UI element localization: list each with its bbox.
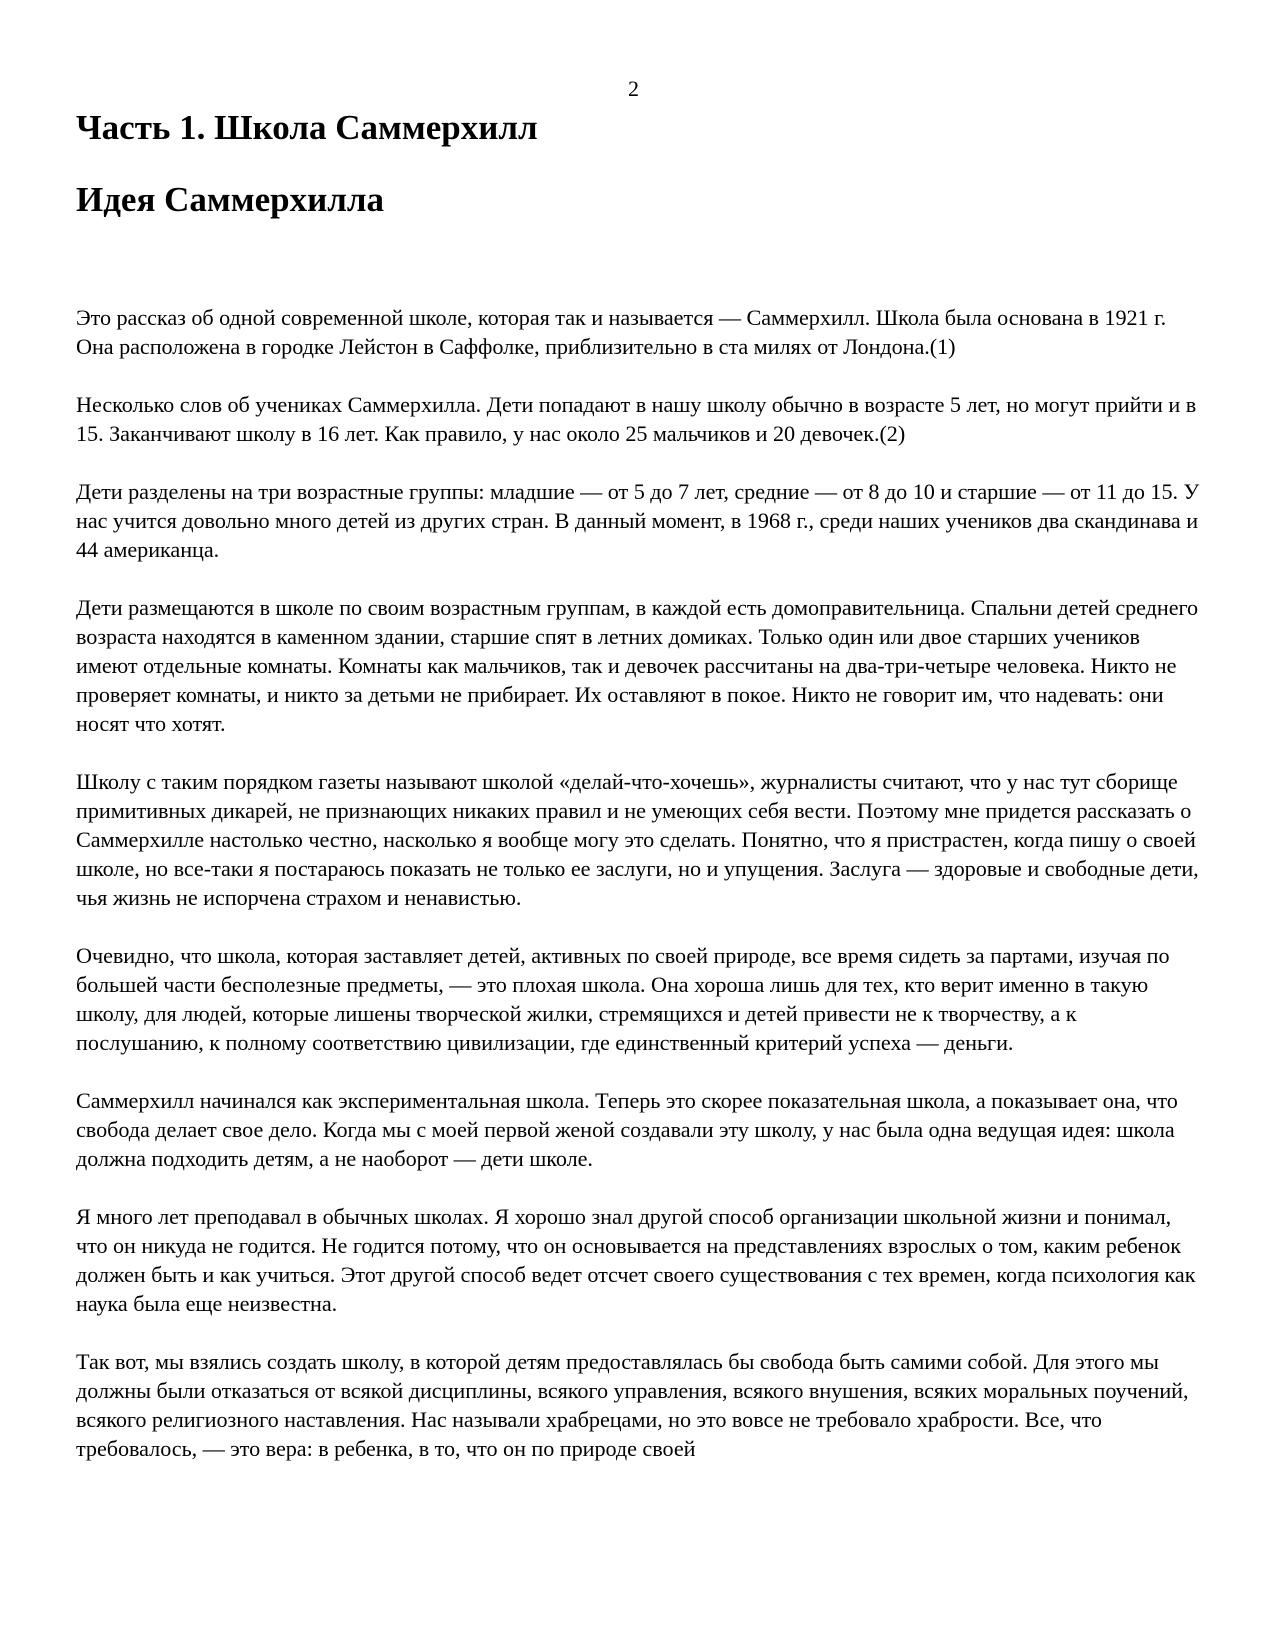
paragraph-2: Несколько слов об учениках Саммерхилла. Дети попадают в нашу школу обычно в возрасте 5 лет, но могут прийти и в 15. Заканчивают школу в 16 лет. Как правило, у нас около 25 мальчиков и 20 девочек.(2) [76, 392, 1197, 446]
paragraph-4: Дети размещаются в школе по своим возрастным группам, в каждой есть домоправительница. Спальни детей среднего возраста находятся в каменном здании, старшие спят в летних домиках. Только один или двое старших учеников имеют отдельные комнаты. Комнаты как мальчиков, так и девочек рассчитаны на два-три-четыре человека. Никто не проверяет комнаты, и никто за детьми не прибирает. Их оставляют в покое. Никто не говорит им, что надевать: они носят что хотят. [76, 595, 1199, 736]
body-text [76, 303, 1201, 1492]
paragraph-1: Это рассказ об одной современной школе, которая так и называется — Саммерхилл. Школа была основана в 1921 г. Она расположена в городке Лейстон в Саффолке, приблизительно в ста милях от Лондона.(1) [76, 305, 1167, 359]
page-number: 2 [628, 76, 639, 101]
paragraph-6: Очевидно, что школа, которая заставляет детей, активных по своей природе, все время сидеть за партами, изучая по большей части бесполезные предметы, — это плохая школа. Она хороша лишь для тех, кто верит именно в такую школу, для людей, которые лишены творческой жилки, стремящихся и детей привести не к творчеству, а к послушанию, к полному соответствию цивилизации, где единственный критерий успеха — деньги. [76, 943, 1170, 1055]
part-heading: Часть 1. Школа Саммерхилл [76, 108, 538, 147]
paragraph-7: Саммерхилл начинался как экспериментальная школа. Теперь это скорее показательная школа, а показывает она, что свобода делает свое дело. Когда мы с моей первой женой создавали эту школу, у нас была одна ведущая идея: школа должна подходить детям, а не наоборот — дети школе. [76, 1088, 1178, 1171]
paragraph-9: Так вот, мы взялись создать школу, в которой детям предоставлялась бы свобода быть самими собой. Для этого мы должны были отказаться от всякой дисциплины, всякого управления, всякого внушения, всяких моральных поучений, всякого религиозного наставления. Нас называли храбрецами, но это вовсе не требовало храбрости. Все, что требовалось, — это вера: в ребенка, в то, что он по природе своей [76, 1349, 1189, 1461]
paragraph-8: Я много лет преподавал в обычных школах. Я хорошо знал другой способ организации школьной жизни и понимал, что он никуда не годится. Не годится потому, что он основывается на представлениях взрослых о том, каким ребенок должен быть и как учиться. Этот другой способ ведет отсчет своего существования с тех времен, когда психология как наука была еще неизвестна. [76, 1204, 1196, 1316]
paragraph-3: Дети разделены на три возрастные группы: младшие — от 5 до 7 лет, средние — от 8 до 10 и старшие — от 11 до 15. У нас учится довольно много детей из других стран. В данный момент, в 1968 г., среди наших учеников два скандинава и 44 американца. [76, 479, 1200, 562]
section-heading: Идея Саммерхилла [76, 180, 385, 219]
paragraph-5: Школу с таким порядком газеты называют школой «делай-что-хочешь», журналисты считают, что у нас тут сборище примитивных дикарей, не признающих никаких правил и не умеющих себя вести. Поэтому мне придется рассказать о Саммерхилле настолько честно, насколько я вообще могу это сделать. Понятно, что я пристрастен, когда пишу о своей школе, но все-таки я постараюсь показать не только ее заслуги, но и упущения. Заслуга — здоровые и свободные дети, чья жизнь не испорчена страхом и ненавистью. [76, 769, 1199, 910]
